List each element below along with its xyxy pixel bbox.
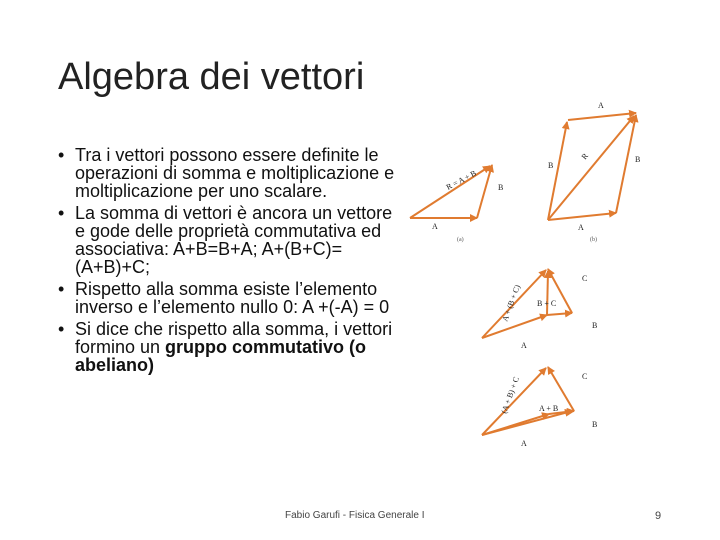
bullet-item: • Rispetto alla somma esiste l’elemento inverso e l’elemento nullo 0: A +(-A) = 0	[56, 280, 396, 316]
label-a-assoc2: A	[521, 439, 527, 448]
vector-a-top	[568, 113, 636, 120]
vector-ab-assoc2	[482, 411, 572, 435]
label-a: A	[432, 222, 438, 231]
label-a-top: A	[598, 101, 604, 110]
label-b: B	[498, 183, 504, 192]
vector-a-bottom	[548, 213, 616, 220]
label-b-right: B	[635, 155, 641, 164]
vector-b-left	[548, 122, 567, 220]
vector-r	[410, 166, 490, 218]
label-b-assoc1: B	[592, 321, 598, 330]
page-number: 9	[655, 510, 662, 522]
label-a-assoc1: A	[521, 341, 527, 350]
label-ab-assoc2: A + B	[539, 404, 559, 413]
label-c-assoc1: C	[582, 274, 588, 283]
label-b-assoc2: B	[592, 420, 598, 429]
label-ab-c: (A + B) + C	[499, 375, 521, 415]
vector-b-right	[616, 115, 636, 213]
label-b-left: B	[548, 161, 554, 170]
label-fig-a: (a)	[457, 237, 464, 243]
label-c-assoc2: C	[582, 372, 588, 381]
bold-term: gruppo commutativo (o abeliano)	[75, 337, 367, 375]
label-bc-assoc1: B + C	[537, 299, 557, 308]
bullet-item: • La somma di vettori è ancora un vettore e gode delle proprietà commutativa ed associativa: A+B=B+A; A+(B+C)=(A+B)+C;	[56, 204, 396, 276]
vector-bc-assoc1	[547, 271, 548, 315]
bullet-item: • Si dice che rispetto alla somma, i vettori formino un gruppo commutativo (o abeliano)	[56, 320, 396, 374]
label-a-bottom: A	[578, 223, 584, 232]
label-r: R	[579, 151, 590, 162]
slide-title: Algebra dei vettori	[58, 56, 365, 98]
footer: Fabio Garufi - Fisica Generale I	[285, 510, 425, 521]
bullet-item: • Tra i vettori possono essere definite le operazioni di somma e moltiplicazione e moltiplicazione per uno scalare.	[56, 146, 396, 200]
vector-r-diagonal	[548, 116, 634, 220]
label-fig-b: (b)	[590, 237, 597, 243]
vector-b-assoc1	[547, 313, 572, 315]
label-r-ab: R = A + B	[444, 168, 478, 192]
label-a-bc: A + (B + C)	[500, 283, 522, 323]
